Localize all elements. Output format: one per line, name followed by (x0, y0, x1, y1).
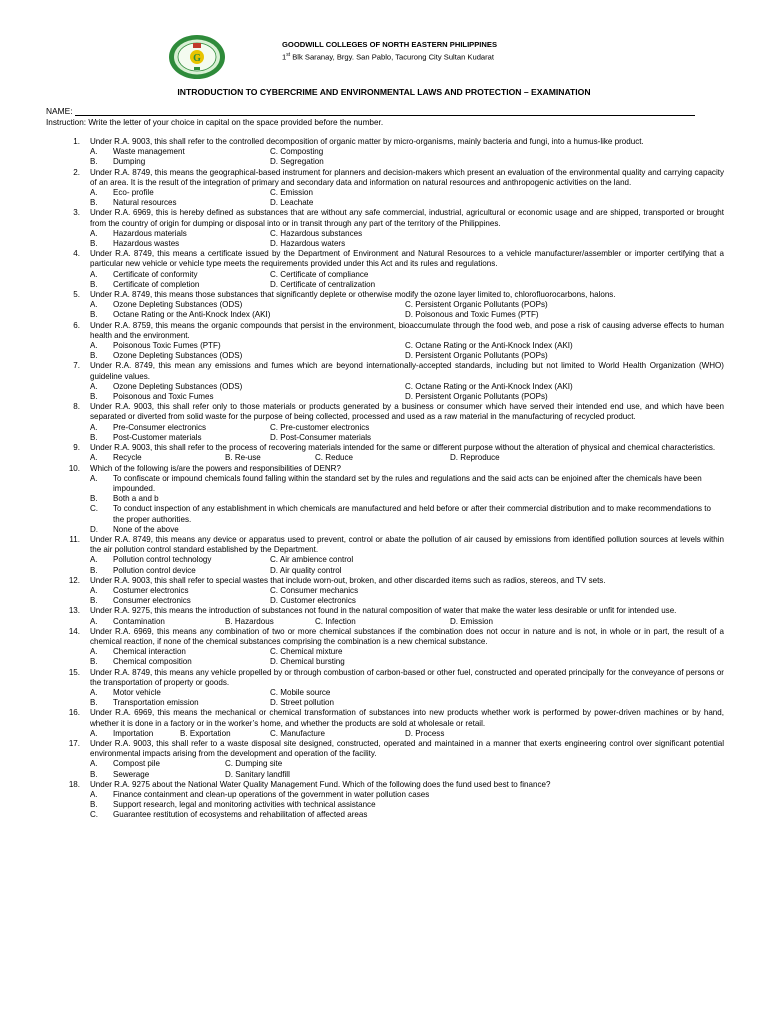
answer-option[interactable]: D. Post-Consumer materials (270, 432, 372, 442)
option-row (90, 729, 724, 739)
option-letter: A. (90, 422, 98, 432)
instruction: Instruction: Write the letter of your choice in capital on the space provided before the number. (46, 118, 384, 127)
option-row (90, 382, 724, 392)
option-letter: B. (90, 494, 98, 504)
answer-option[interactable]: C. Reduce (315, 453, 354, 463)
question-item (46, 137, 724, 168)
answer-option[interactable]: C. Chemical mixture (270, 647, 343, 657)
answer-option[interactable]: D. Process (405, 728, 445, 738)
option-row (90, 617, 724, 627)
option-letter: B. (90, 392, 98, 402)
option-letter: B. (90, 657, 98, 667)
answer-options (90, 147, 724, 167)
school-header (282, 40, 582, 63)
option-text: Ozone Depleting Substances (ODS) (113, 381, 243, 391)
option-text: Hazardous materials (113, 228, 187, 238)
answer-options (90, 688, 724, 708)
answer-option[interactable] (90, 586, 270, 596)
answer-option[interactable] (90, 504, 724, 524)
answer-option[interactable]: D. Street pollution (270, 698, 334, 708)
answer-option[interactable] (90, 688, 270, 698)
option-letter: B. (90, 310, 98, 320)
exam-title: INTRODUCTION TO CYBERCRIME AND ENVIRONMENTAL LAWS AND PROTECTION – EXAMINATION (177, 87, 591, 97)
question-number: 11. (69, 534, 80, 544)
option-row (90, 657, 724, 667)
answer-option[interactable]: D. Persistent Organic Pollutants (POPs) (405, 351, 548, 361)
option-row (90, 300, 724, 310)
option-row (90, 392, 724, 402)
answer-option[interactable] (90, 729, 180, 739)
option-row (90, 147, 724, 157)
option-letter: B. (90, 198, 98, 208)
option-row (90, 759, 724, 769)
option-text: Poisonous and Toxic Fumes (113, 392, 214, 402)
answer-option[interactable]: D. Segregation (270, 157, 324, 167)
option-text: Costumer electronics (113, 585, 189, 595)
option-text: Dumping (113, 157, 146, 167)
question-item (46, 208, 724, 249)
option-letter: A. (90, 647, 98, 657)
answer-options (90, 790, 724, 821)
question-item (46, 402, 724, 443)
answer-option[interactable] (90, 647, 270, 657)
option-letter: B. (90, 565, 98, 575)
question-number: 3. (73, 208, 80, 218)
question-number: 10. (68, 463, 80, 473)
question-item (46, 668, 724, 709)
question-item (46, 535, 724, 576)
option-letter: B. (90, 239, 98, 249)
answer-option[interactable]: C. Hazardous substances (270, 228, 363, 238)
option-letter: A. (90, 300, 98, 310)
answer-option[interactable] (90, 392, 405, 402)
answer-option[interactable] (90, 239, 270, 249)
option-text: Natural resources (113, 198, 177, 208)
option-letter: A. (90, 228, 98, 238)
name-field[interactable] (75, 107, 695, 116)
answer-option[interactable]: D. Emission (450, 616, 493, 626)
option-text: To conduct inspection of any establishment in which chemicals are manufactured and held before or after their commercial distribution and to make recommendations to the proper authorities. (113, 504, 712, 524)
name-line (46, 106, 695, 116)
answer-option[interactable]: C. Infection (315, 616, 356, 626)
option-letter: A. (90, 188, 98, 198)
answer-options (90, 453, 724, 463)
question-number: 15. (68, 667, 80, 677)
option-letter: A. (90, 616, 98, 626)
option-text: Both a and b (113, 494, 159, 504)
answer-options (90, 647, 724, 667)
option-row (90, 698, 724, 708)
answer-option[interactable] (90, 657, 270, 667)
question-stem: Under R.A. 9003, this shall refer to the controlled decomposition of organic matter by micro-organisms, mainly bacteria and fungi, into a humus-like product. (90, 137, 644, 146)
answer-options (90, 617, 724, 627)
option-row (90, 423, 724, 433)
question-list (46, 137, 724, 821)
answer-option[interactable] (90, 474, 724, 494)
question-item (46, 576, 724, 607)
option-row (90, 586, 724, 596)
answer-options (90, 188, 724, 208)
option-row (90, 566, 724, 576)
answer-option[interactable]: B. Exportation (180, 728, 231, 738)
answer-options (90, 423, 724, 443)
option-text: Chemical interaction (113, 647, 186, 657)
answer-option[interactable] (90, 790, 724, 800)
question-item (46, 464, 724, 535)
option-row (90, 647, 724, 657)
question-number: 12. (68, 575, 80, 585)
option-text: Pre-Consumer electronics (113, 422, 207, 432)
question-stem: Under R.A. 8749, this means those substances that significantly deplete or otherwise modify the ozone layer limited to, chlorofluorocarbons, halons. (90, 290, 616, 300)
answer-option[interactable]: B. Re-use (225, 453, 261, 463)
option-text: Finance containment and clean-up operations of the government in water pollution cases (113, 790, 430, 799)
option-text: Chemical composition (113, 657, 192, 667)
question-number: 7. (73, 361, 80, 371)
option-text: To confiscate or impound chemicals found falling within the standard set by the rules and regulations and the said acts can be enjoined after the chemicals have been impounded. (113, 473, 702, 493)
answer-option[interactable] (90, 423, 270, 433)
answer-options (90, 382, 724, 402)
option-letter: A. (90, 687, 98, 697)
question-stem: Under R.A. 6969, this is hereby defined as substances that are without any safe commercial, industrial, agricultural or economic usage and are shipped, transported or brought from the country of origin for dumping or disposal into or in transit through any part of the territory of the Philippines. (90, 208, 724, 228)
option-letter: A. (90, 473, 98, 483)
answer-option[interactable] (90, 351, 405, 361)
question-item (46, 627, 724, 668)
option-letter: D. (90, 524, 99, 534)
answer-options (90, 729, 724, 739)
question-item (46, 249, 724, 290)
answer-option[interactable] (90, 341, 405, 351)
question-stem: Under R.A. 8759, this means the organic compounds that persist in the environment, bioaccumulate through the food web, and pose a risk of causing adverse effects to human health and the environment. (90, 320, 724, 340)
question-number: 1. (73, 137, 80, 146)
option-text: Pollution control device (113, 565, 196, 575)
question-stem: Under R.A. 8749, this means any device or apparatus used to prevent, control or abate the pollution of air caused by emissions from identified pollution sources at levels within the air pollution control standard established by the Department. (90, 534, 724, 555)
option-text: Compost pile (113, 759, 160, 769)
answer-option[interactable]: D. Leachate (270, 198, 314, 208)
question-number: 16. (68, 708, 80, 718)
answer-option[interactable]: C. Dumping site (225, 759, 283, 769)
answer-options (90, 474, 724, 535)
school-name: GOODWILL COLLEGES OF NORTH EASTERN PHILIPPINES (282, 40, 498, 49)
answer-option[interactable] (90, 433, 270, 443)
question-stem: Which of the following is/are the powers and responsibilities of DENR? (90, 463, 341, 473)
option-row (90, 157, 724, 167)
option-letter: B. (90, 432, 98, 442)
answer-option[interactable]: C. Air ambience control (270, 555, 354, 565)
question-stem: Under R.A. 9003, this shall refer only to those materials or products generated by a business or consumer which have served their intended end use, and which have been separated or diverted from solid waste for the purpose of being collected, processed and used as a raw material in the manufacturing of recycled product. (90, 402, 724, 422)
answer-option[interactable] (90, 759, 225, 769)
answer-option[interactable] (90, 453, 225, 463)
question-item (46, 606, 724, 626)
question-number: 8. (73, 402, 80, 412)
question-number: 14. (68, 626, 80, 636)
answer-option[interactable] (90, 229, 270, 239)
option-letter: B. (90, 157, 98, 167)
option-letter: B. (90, 351, 98, 361)
answer-option[interactable] (90, 188, 270, 198)
option-letter: B. (90, 698, 98, 708)
option-letter: A. (90, 381, 98, 391)
option-letter: B. (90, 596, 98, 606)
option-letter: A. (90, 341, 98, 351)
school-seal-logo (168, 34, 226, 80)
answer-option[interactable]: C. Mobile source (270, 687, 331, 697)
option-row (90, 341, 724, 351)
answer-options (90, 229, 724, 249)
answer-options (90, 341, 724, 361)
answer-options (90, 759, 724, 779)
answer-option[interactable] (90, 596, 270, 606)
option-row (90, 596, 724, 606)
answer-option[interactable] (90, 280, 270, 290)
answer-option[interactable] (90, 198, 270, 208)
answer-options (90, 300, 724, 320)
question-item (46, 708, 724, 739)
answer-option[interactable]: D. Reproduce (450, 453, 500, 463)
school-address: 1st Blk Saranay, Brgy. San Pablo, Tacurong City Sultan Kudarat (282, 52, 495, 62)
option-letter: C. (90, 810, 99, 820)
answer-option[interactable]: B. Hazardous (225, 616, 274, 626)
option-row (90, 229, 724, 239)
answer-option[interactable]: D. Customer electronics (270, 596, 356, 606)
question-stem: Under R.A. 8749, this means the geographical-based instrument for planners and decision-makers which present an evaluation of the environmental quality and carrying capacity of an area. It is the result of the integration of primary and secondary data and information on natural resources and anthropogenic activities on the land. (90, 167, 724, 187)
option-letter: A. (90, 269, 98, 279)
option-text: Motor vehicle (113, 687, 161, 697)
option-text: Eco- profile (113, 188, 154, 198)
option-letter: A. (90, 555, 98, 565)
option-row (90, 270, 724, 280)
answer-option[interactable]: C. Octane Rating or the Anti-Knock Index (AKI) (405, 341, 573, 351)
option-letter: A. (90, 759, 98, 769)
question-number: 18. (68, 779, 80, 789)
answer-option[interactable] (90, 157, 270, 167)
question-item (46, 780, 724, 821)
option-row (90, 453, 724, 463)
answer-options (90, 270, 724, 290)
option-text: Recycle (113, 453, 142, 463)
option-letter: B. (90, 279, 98, 289)
svg-text:G: G (193, 53, 201, 64)
option-text: Octane Rating or the Anti-Knock Index (AKI) (113, 310, 271, 320)
option-letter: A. (90, 728, 98, 738)
question-stem: Under R.A. 8749, this means any vehicle propelled by or through combustion of carbon-based or other fuel, constructed and operated principally for the conveyance of persons or the transportation of property or goods. (90, 667, 724, 687)
answer-option[interactable]: D. Persistent Organic Pollutants (POPs) (405, 392, 548, 402)
option-row (90, 351, 724, 361)
option-letter: A. (90, 790, 98, 799)
option-text: Sewerage (113, 769, 150, 779)
answer-option[interactable]: C. Pre-customer electronics (270, 422, 370, 432)
question-item (46, 321, 724, 362)
answer-option[interactable] (90, 525, 724, 535)
option-text: Waste management (113, 147, 185, 157)
option-letter: A. (90, 585, 98, 595)
answer-option[interactable] (90, 300, 405, 310)
option-row (90, 688, 724, 698)
answer-option[interactable] (90, 555, 270, 565)
option-text: Importation (113, 728, 154, 738)
option-row (90, 770, 724, 780)
option-text: Contamination (113, 616, 165, 626)
answer-option[interactable]: D. Poisonous and Toxic Fumes (PTF) (405, 310, 539, 320)
answer-option[interactable] (90, 382, 405, 392)
answer-option[interactable]: D. Sanitary landfill (225, 769, 290, 779)
option-text: Pollution control technology (113, 555, 212, 565)
option-text: Consumer electronics (113, 596, 191, 606)
question-number: 13. (68, 606, 80, 616)
option-text: Ozone Depleting Substances (ODS) (113, 351, 243, 361)
question-stem: Under R.A. 9003, this shall refer to a waste disposal site designed, constructed, operated and maintained in a manner that exerts engineering control over significant potential environmental impacts arising from the development and operation of the facility. (90, 738, 724, 759)
answer-option[interactable] (90, 810, 724, 820)
question-item (46, 290, 724, 321)
option-row (90, 239, 724, 249)
option-text: Certificate of completion (113, 279, 200, 289)
answer-option[interactable]: C. Manufacture (270, 728, 326, 738)
option-text: Guarantee restitution of ecosystems and rehabilitation of affected areas (113, 810, 368, 820)
option-row (90, 280, 724, 290)
option-letter: C. (90, 504, 99, 514)
question-stem: Under R.A. 8749, this mean any emissions and fumes which are beyond internationally-accepted standards, including but not limited to World Health Organization (WHO) guideline values. (90, 361, 724, 381)
question-stem: Under R.A. 9003, this shall refer to special wastes that include worn-out, broken, and other discarded items such as radios, stereos, and TV sets. (90, 575, 606, 585)
option-text: None of the above (113, 524, 179, 534)
option-letter: A. (90, 147, 98, 157)
answer-option[interactable]: D. Certificate of centralization (270, 279, 376, 289)
option-text: Post-Customer materials (113, 432, 202, 442)
question-stem: Under R.A. 8749, this means a certificate issued by the Department of Environment and Natural Resources to a vehicle manufacturer/assembler or importer certifying that a particular new vehicle or vehicle type meets the requirements provided under this Act and its rules and regulations. (90, 249, 724, 269)
question-number: 17. (68, 738, 80, 748)
question-number: 9. (73, 443, 80, 453)
question-item (46, 739, 724, 780)
option-letter: B. (90, 769, 98, 779)
question-stem: Under R.A. 6969, this means any combination of two or more chemical substances if the combination does not occur in nature and is not, in whole or in part, the result of a chemical reaction, if none of the chemical substances comprising the combination is a new chemical substance. (90, 626, 724, 646)
answer-option[interactable]: D. Hazardous waters (270, 239, 346, 249)
option-text: Ozone Depleting Substances (ODS) (113, 300, 243, 310)
answer-option[interactable] (90, 698, 270, 708)
question-stem: Under R.A. 6969, this means the mechanical or chemical transformation of substances into new products whether work is performed by power-driven machines or by hand, whether it is done in a factory or in the worker’s home, and whether the products are sold at wholesale or retail. (90, 708, 724, 728)
answer-option[interactable] (90, 494, 724, 504)
question-item (46, 443, 724, 463)
answer-option[interactable]: C. Consumer mechanics (270, 585, 359, 595)
question-stem: Under R.A. 9003, this shall refer to the process of recovering materials intended for the same or different purpose without the alteration of physical and chemical characteristics. (90, 443, 716, 453)
answer-option[interactable]: C. Emission (270, 188, 313, 198)
answer-option[interactable] (90, 147, 270, 157)
question-item (46, 361, 724, 402)
option-letter: A. (90, 453, 98, 463)
question-number: 2. (73, 167, 80, 177)
option-row (90, 188, 724, 198)
option-row (90, 310, 724, 320)
question-stem: Under R.A. 9275, this means the introduction of substances not found in the natural composition of water that make the water less desirable or unfit for intended use. (90, 606, 677, 616)
answer-option[interactable] (90, 770, 225, 780)
answer-option[interactable] (90, 566, 270, 576)
question-item (46, 168, 724, 209)
answer-option[interactable] (90, 310, 405, 320)
answer-option[interactable]: C. Persistent Organic Pollutants (POPs) (405, 300, 548, 310)
answer-option[interactable] (90, 800, 724, 810)
answer-options (90, 586, 724, 606)
answer-option[interactable]: C. Certificate of compliance (270, 269, 369, 279)
option-row (90, 433, 724, 443)
option-text: Transportation emission (113, 698, 199, 708)
question-stem: Under R.A. 9275 about the National Water Quality Management Fund. Which of the following does the fund used best to finance? (90, 779, 551, 789)
question-number: 5. (73, 290, 80, 300)
answer-option[interactable] (90, 617, 225, 627)
answer-option[interactable]: C. Octane Rating or the Anti-Knock Index (AKI) (405, 381, 573, 391)
option-text: Poisonous Toxic Fumes (PTF) (113, 341, 221, 351)
option-text: Certificate of conformity (113, 269, 198, 279)
option-letter: B. (90, 800, 98, 810)
option-row (90, 555, 724, 565)
option-text: Hazardous wastes (113, 239, 180, 249)
answer-options (90, 555, 724, 575)
option-text: Support research, legal and monitoring activities with technical assistance (113, 800, 376, 810)
answer-option[interactable]: D. Chemical bursting (270, 657, 345, 667)
answer-option[interactable]: C. Composting (270, 147, 324, 157)
question-number: 6. (73, 320, 80, 330)
name-label: NAME: (46, 106, 73, 116)
answer-option[interactable] (90, 270, 270, 280)
option-row (90, 198, 724, 208)
answer-option[interactable]: D. Air quality control (270, 565, 342, 575)
question-number: 4. (73, 249, 80, 259)
